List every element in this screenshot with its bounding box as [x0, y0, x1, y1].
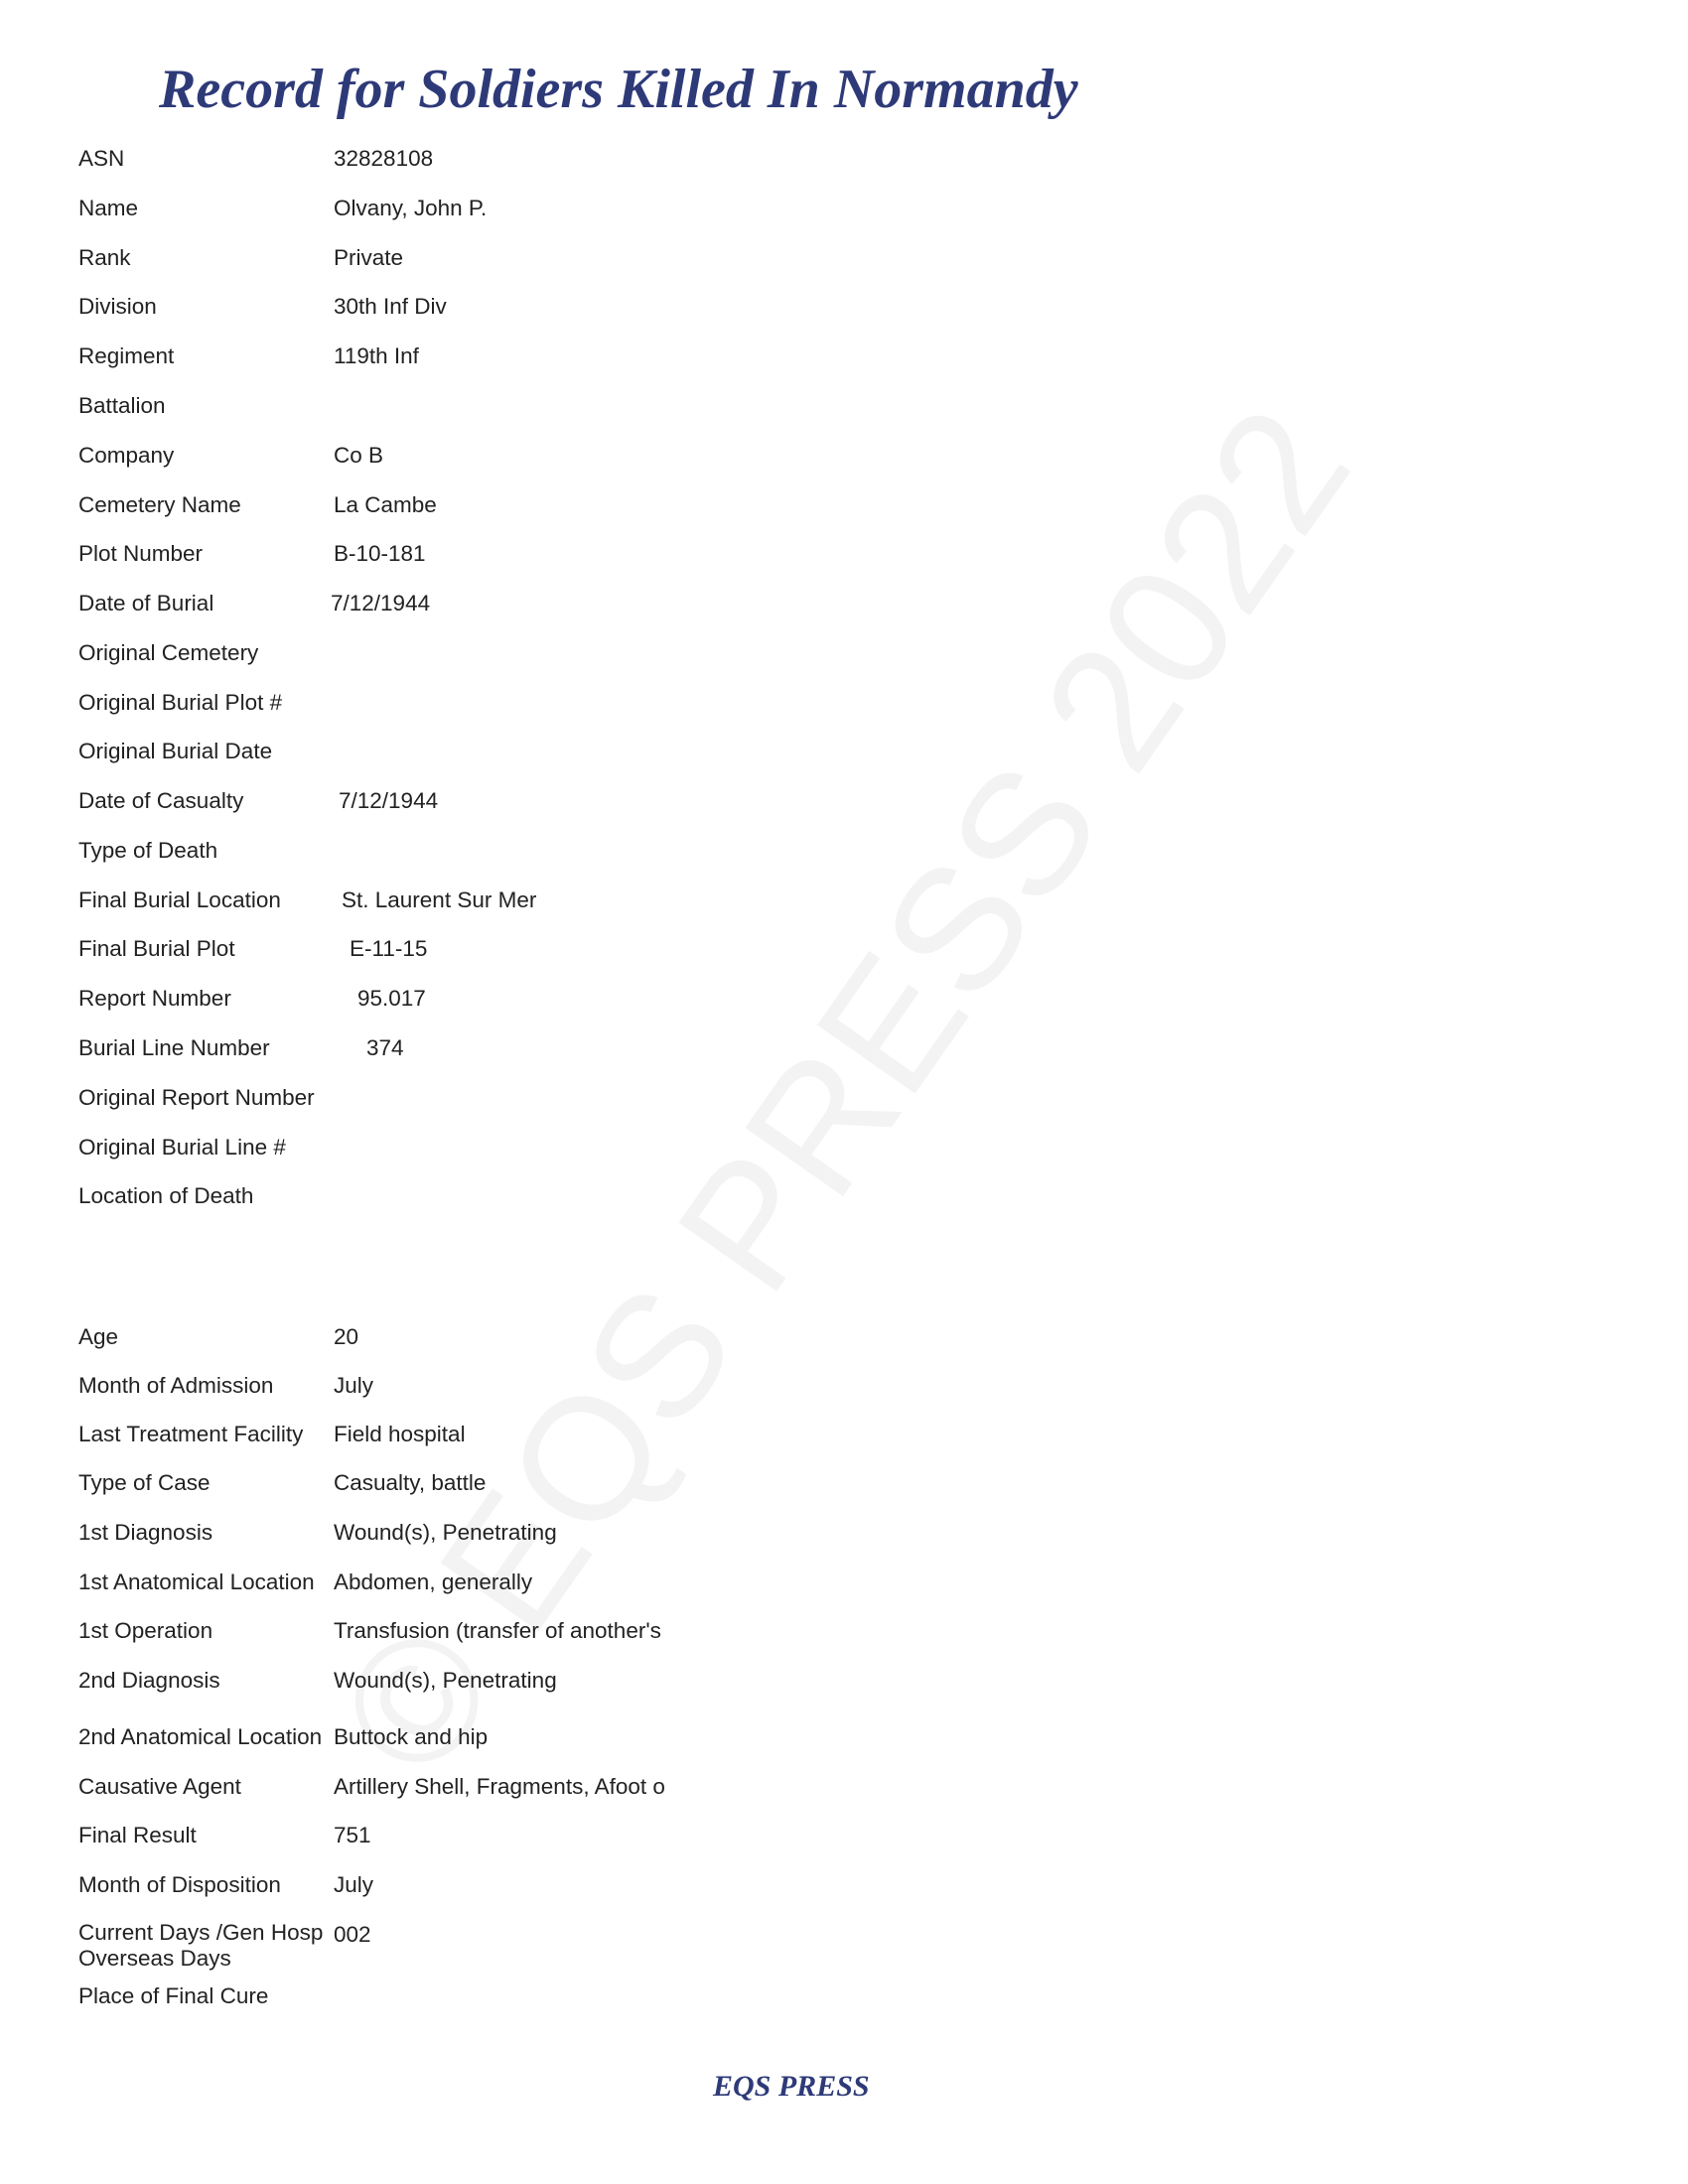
- field-burial-line-number: [0, 1033, 1688, 1069]
- field-value: 374: [366, 1035, 404, 1060]
- field-regiment: [0, 341, 1688, 377]
- field-battalion: [0, 391, 1688, 427]
- field-value: Private: [334, 245, 404, 270]
- field-place-of-final-cure: [0, 1981, 1688, 2017]
- field-last-treatment-facility: [0, 1420, 1688, 1455]
- field-label: Battalion: [78, 393, 166, 418]
- field-label: Last Treatment Facility: [78, 1422, 304, 1446]
- field-label: 1st Operation: [78, 1618, 213, 1643]
- field-label: Date of Burial: [78, 591, 214, 615]
- field-current-days-gen-hosp: [0, 1920, 1688, 1979]
- field-value: Transfusion (transfer of another's: [334, 1618, 661, 1643]
- field-value: 7/12/1944: [331, 591, 431, 615]
- field-value: E-11-15: [350, 936, 428, 961]
- field-name: [0, 194, 1688, 229]
- field-label: Regiment: [78, 343, 175, 368]
- field-label: Original Burial Line #: [78, 1135, 286, 1160]
- field-cemetery-name: [0, 490, 1688, 526]
- field-month-of-admission: [0, 1371, 1688, 1407]
- field-final-burial-location: [0, 886, 1688, 921]
- field-asn: [0, 144, 1688, 180]
- field-label: Company: [78, 443, 175, 468]
- field-value: 20: [334, 1324, 359, 1349]
- field-value: July: [334, 1373, 374, 1398]
- field-value: 751: [334, 1823, 371, 1847]
- field-1st-operation: [0, 1616, 1688, 1652]
- field-label: ASN: [78, 146, 125, 171]
- field-type-of-case: [0, 1468, 1688, 1504]
- field-original-cemetery: [0, 638, 1688, 674]
- field-label: Name: [78, 196, 139, 220]
- field-age: [0, 1322, 1688, 1358]
- field-label: Place of Final Cure: [78, 1983, 269, 2008]
- field-original-burial-plot: [0, 688, 1688, 724]
- field-label: Original Burial Plot #: [78, 690, 283, 715]
- field-label: Month of Admission: [78, 1373, 274, 1398]
- field-value: 002: [334, 1922, 371, 1947]
- field-date-of-casualty: [0, 786, 1688, 822]
- field-label: Causative Agent: [78, 1774, 241, 1799]
- field-value: Abdomen, generally: [334, 1570, 533, 1594]
- field-label: Original Cemetery: [78, 640, 259, 665]
- field-original-burial-date: [0, 737, 1688, 772]
- field-plot-number: [0, 539, 1688, 575]
- field-label: Type of Death: [78, 838, 218, 863]
- field-label: Original Report Number: [78, 1085, 315, 1110]
- field-final-burial-plot: [0, 934, 1688, 970]
- field-date-of-burial: [0, 589, 1688, 624]
- field-label: 1st Anatomical Location: [78, 1570, 315, 1594]
- field-value: Wound(s), Penetrating: [334, 1520, 557, 1545]
- field-label: Report Number: [78, 986, 231, 1011]
- field-causative-agent: [0, 1772, 1688, 1808]
- field-value: Olvany, John P.: [334, 196, 488, 220]
- field-month-of-disposition: [0, 1870, 1688, 1906]
- field-type-of-death: [0, 836, 1688, 872]
- field-value: Artillery Shell, Fragments, Afoot o: [334, 1774, 665, 1799]
- field-original-burial-line: [0, 1133, 1688, 1168]
- field-rank: [0, 243, 1688, 279]
- publisher-footer: EQS PRESS: [713, 2070, 870, 2103]
- field-original-report-number: [0, 1083, 1688, 1119]
- field-label: Age: [78, 1324, 119, 1349]
- field-value: La Cambe: [334, 492, 437, 517]
- field-label: 1st Diagnosis: [78, 1520, 213, 1545]
- field-value: July: [334, 1872, 374, 1897]
- field-value: 30th Inf Div: [334, 294, 447, 319]
- field-label: Final Burial Plot: [78, 936, 235, 961]
- field-label: Final Burial Location: [78, 887, 281, 912]
- field-1st-diagnosis: [0, 1518, 1688, 1554]
- field-1st-anatomical-location: [0, 1568, 1688, 1603]
- field-label: Current Days /Gen Hosp Overseas Days: [78, 1920, 324, 1971]
- field-location-of-death: [0, 1181, 1688, 1217]
- field-division: [0, 292, 1688, 328]
- field-label: Rank: [78, 245, 131, 270]
- field-label: Type of Case: [78, 1470, 211, 1495]
- field-label: Original Burial Date: [78, 739, 273, 763]
- field-value: Field hospital: [334, 1422, 466, 1446]
- field-report-number: [0, 984, 1688, 1020]
- field-value: B-10-181: [334, 541, 426, 566]
- field-value: St. Laurent Sur Mer: [342, 887, 537, 912]
- field-value: 32828108: [334, 146, 434, 171]
- field-2nd-anatomical-location: [0, 1722, 1688, 1758]
- field-value: Buttock and hip: [334, 1724, 489, 1749]
- field-label: 2nd Anatomical Location: [78, 1724, 323, 1749]
- field-label: Date of Casualty: [78, 788, 244, 813]
- field-final-result: [0, 1821, 1688, 1856]
- field-value: 95.017: [357, 986, 426, 1011]
- field-label: Month of Disposition: [78, 1872, 281, 1897]
- field-value: Wound(s), Penetrating: [334, 1668, 557, 1693]
- field-label: 2nd Diagnosis: [78, 1668, 220, 1693]
- field-value: Casualty, battle: [334, 1470, 487, 1495]
- field-value: 7/12/1944: [339, 788, 439, 813]
- field-label: Burial Line Number: [78, 1035, 270, 1060]
- field-label: Final Result: [78, 1823, 197, 1847]
- field-value: 119th Inf: [334, 343, 419, 368]
- page-title: Record for Soldiers Killed In Normandy: [159, 59, 1078, 120]
- field-value: Co B: [334, 443, 384, 468]
- field-label: Plot Number: [78, 541, 204, 566]
- field-2nd-diagnosis: [0, 1666, 1688, 1702]
- field-label: Location of Death: [78, 1183, 254, 1208]
- field-label: Cemetery Name: [78, 492, 241, 517]
- field-company: [0, 441, 1688, 477]
- field-label: Division: [78, 294, 157, 319]
